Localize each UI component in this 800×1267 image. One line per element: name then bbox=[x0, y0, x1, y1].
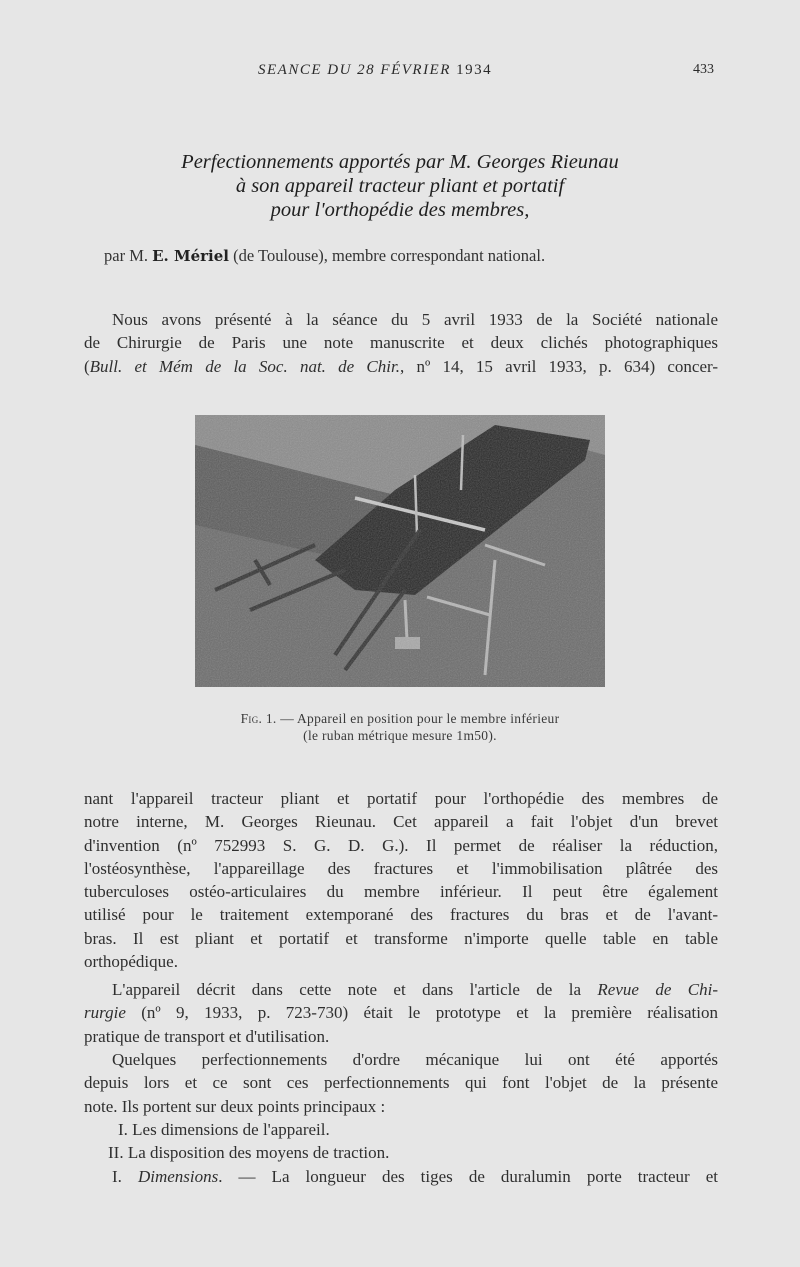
byline: par M. E. Mériel (de Toulouse), membre correspondant national. bbox=[104, 246, 546, 265]
text-line: l'ostéosynthèse, l'appareillage des fractures et l'immobilisation plâtrée des bbox=[84, 858, 718, 878]
text-line: pratique de transport et d'utilisation. bbox=[84, 1026, 330, 1046]
title-line: pour l'orthopédie des membres, bbox=[270, 199, 530, 221]
text-line: nant l'appareil tracteur pliant et portatif pour l'orthopédie des membres de bbox=[84, 789, 718, 808]
figure-photo bbox=[195, 415, 605, 687]
page-number: 433 bbox=[693, 62, 714, 77]
paragraph-3 bbox=[84, 978, 718, 1048]
title-line: à son appareil tracteur pliant et portatif bbox=[235, 175, 565, 197]
running-year: 1934 bbox=[456, 62, 493, 78]
figure-label: Fig. 1. bbox=[240, 711, 277, 726]
paragraph-4 bbox=[84, 1048, 718, 1118]
text-line: utilisé pour le traitement extemporané des fractures du bras et de l'avant- bbox=[84, 905, 718, 925]
text-line: I. Dimensions. — La longueur des tiges de duralumin porte tracteur et bbox=[112, 1167, 718, 1186]
paragraph-5 bbox=[84, 1165, 718, 1188]
photo-grain bbox=[195, 415, 605, 687]
page-header bbox=[0, 62, 800, 82]
text-line: tuberculoses ostéo-articulaires du membre inférieur. Il peut être également bbox=[84, 882, 718, 902]
text-line: Nous avons présenté à la séance du 5 avril 1933 de la Société nationale bbox=[112, 310, 718, 329]
apparatus-photo bbox=[195, 415, 605, 687]
running-title: SEANCE DU 28 FÉVRIER 1934 bbox=[258, 62, 493, 78]
list-item: I. Les dimensions de l'appareil. bbox=[118, 1120, 330, 1139]
text-line: Quelques perfectionnements d'ordre mécanique lui ont été apportés bbox=[112, 1050, 718, 1069]
citation: Bull. et Mém de la Soc. nat. de Chir. bbox=[89, 356, 400, 376]
list-item: II. La disposition des moyens de traction. bbox=[108, 1143, 390, 1162]
text-line: rurgie (nº 9, 1933, p. 723-730) était le prototype et la première réalisation bbox=[84, 1003, 718, 1023]
title-line: Perfectionnements apportés par M. Georges Rieunau bbox=[181, 151, 619, 173]
article-title bbox=[0, 150, 800, 222]
journal-title: Revue de Chi- bbox=[597, 980, 718, 999]
author-name: E. Mériel bbox=[152, 247, 229, 265]
text-line: note. Ils portent sur deux points principaux : bbox=[84, 1096, 386, 1116]
text-line: orthopédique. bbox=[84, 952, 178, 972]
text-line: d'invention (nº 752993 S. G. D. G.). Il permet de réaliser la réduction, bbox=[84, 835, 718, 855]
text-line: L'appareil décrit dans cette note et dans l'article de la Revue de Chi- bbox=[112, 980, 718, 999]
figure-caption: Fig. 1. — Appareil en position pour le membre inférieur (le ruban métrique mesure 1m50). bbox=[240, 711, 560, 743]
paragraph-2 bbox=[84, 787, 718, 973]
text-line: notre interne, M. Georges Rieunau. Cet appareil a fait l'objet d'un brevet bbox=[84, 812, 718, 832]
journal-title: rurgie bbox=[84, 1003, 126, 1023]
text-line: (Bull. et Mém de la Soc. nat. de Chir., nº 14, 15 avril 1933, p. 634) concer- bbox=[84, 356, 718, 376]
section-heading: Dimensions bbox=[137, 1167, 219, 1186]
text-line: bras. Il est pliant et portatif et transforme n'importe quelle table en table bbox=[84, 928, 718, 948]
paragraph-1 bbox=[84, 308, 718, 378]
text-line: de Chirurgie de Paris une note manuscrite et deux clichés photographiques bbox=[84, 333, 718, 353]
text-line: depuis lors et ce sont ces perfectionnements qui font l'objet de la présente bbox=[84, 1073, 718, 1093]
